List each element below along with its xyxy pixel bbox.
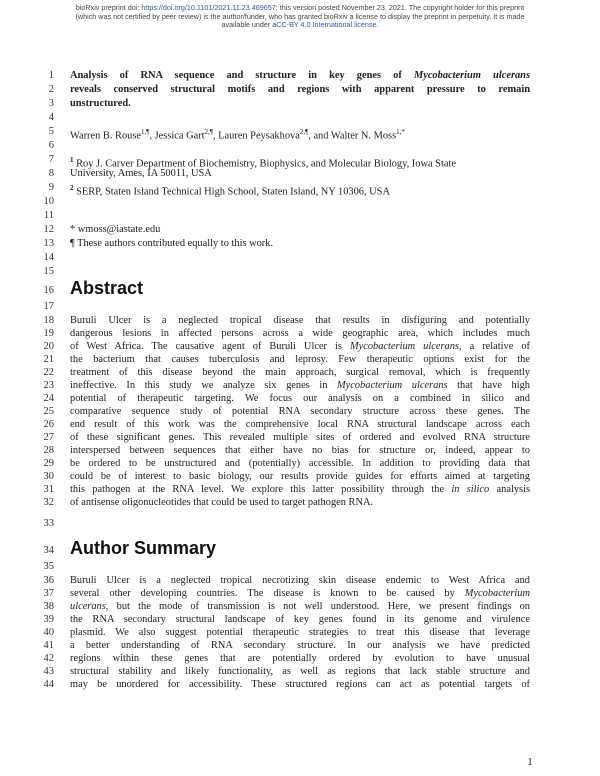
summary-text: a better understanding of RNA secondary structure. In our analysis we have predicted — [70, 640, 530, 651]
title-line-3: unstructured. — [70, 98, 131, 109]
line-number: 2 — [48, 84, 54, 95]
page-number: 1 — [527, 756, 533, 768]
species-name: Mycobacterium ulcerans — [413, 70, 531, 81]
abstract-text: this pathogen at the RNA level. We explore this latter possibility through the in silico analysis — [70, 484, 531, 495]
manuscript-line — [0, 315, 600, 327]
line-number: 5 — [48, 126, 54, 137]
manuscript-line — [0, 653, 600, 665]
manuscript-line — [0, 328, 600, 340]
line-number: 36 — [43, 575, 54, 586]
line-number: 31 — [43, 484, 54, 495]
abstract-heading: Abstract — [70, 278, 144, 298]
manuscript-line — [0, 419, 600, 431]
summary-text: may be unordered for accessibility. These structured regions can act as potential targets of — [70, 679, 530, 690]
species-name: Mycobacterium ulcerans — [349, 341, 459, 352]
manuscript-line — [0, 238, 600, 250]
banner-middle: ; this version posted November 23, 2021. The copyright holder for this preprint — [275, 3, 525, 12]
affiliation-2: $^2$ SERP, Staten Island Technical High School, Staten Island, NY 10306, USA — [70, 184, 390, 198]
line-number: 41 — [43, 640, 54, 651]
line-number: 8 — [48, 168, 54, 179]
abstract-text: Buruli Ulcer is a neglected tropical disease that results in disfiguring and potentially — [70, 315, 530, 326]
line-number: 7 — [48, 154, 54, 165]
line-number: 4 — [48, 112, 54, 123]
author-summary-heading: Author Summary — [70, 538, 217, 558]
line-number: 20 — [43, 341, 54, 352]
banner-line3-suffix: . — [376, 20, 379, 30]
doi-link[interactable]: https://doi.org/10.1101/2021.11.23.469657 — [141, 3, 276, 12]
manuscript-line — [0, 666, 600, 678]
title-line-2: reveals conserved structural motifs and regions with apparent pressure to remain — [70, 84, 530, 95]
manuscript-line — [0, 301, 600, 313]
summary-text: structural stability and likely functionality, as well as regions that lack stable structure and — [70, 666, 530, 677]
manuscript-line — [0, 679, 600, 691]
abstract-text: interspersed between sequences that either have no bias for structure or, indeed, appear to — [70, 445, 530, 456]
line-number: 38 — [43, 601, 54, 612]
line-number: 40 — [43, 627, 54, 638]
line-number: 6 — [48, 140, 54, 151]
abstract-text: comparative sequence study of potential RNA secondary structure across these genes. The — [70, 406, 530, 417]
manuscript-line — [0, 70, 600, 82]
manuscript-line — [0, 614, 600, 626]
summary-text: regions within these genes that are potentially ordered by evolution to have unusual — [70, 653, 530, 664]
manuscript-line — [0, 640, 600, 652]
line-number: 22 — [43, 367, 54, 378]
line-number: 33 — [43, 518, 54, 529]
abstract-text: be ordered to be unstructured and (potentially) accessible. In addition to providing data that — [70, 458, 530, 469]
manuscript-line — [0, 588, 600, 600]
manuscript-line — [0, 210, 600, 222]
line-number: 18 — [43, 315, 54, 326]
line-number: 14 — [43, 252, 54, 263]
summary-text: several other developing countries. The disease is known to be caused by Mycobacterium — [70, 588, 530, 599]
line-number: 27 — [43, 432, 54, 443]
species-name: Mycobacterium ulcerans — [336, 380, 448, 391]
abstract-text: treatment of this disease beyond the main approach, surgical removal, which is frequently — [70, 367, 530, 378]
line-number: 39 — [43, 614, 54, 625]
manuscript-line — [0, 561, 600, 573]
manuscript-line — [0, 406, 600, 418]
manuscript-line — [0, 380, 600, 392]
abstract-text: of antisense oligonucleotides that could be used to target pathogen RNA. — [70, 497, 374, 508]
manuscript-line — [0, 196, 600, 208]
manuscript-line — [0, 458, 600, 470]
line-number: 43 — [43, 666, 54, 677]
manuscript-line — [0, 182, 600, 198]
manuscript-line — [0, 367, 600, 379]
author-list: Warren B. Rouse$^{1,\P}$, Jessica Gart$^{2,\P}$, Lauren Peysakhova$^{2,\P}$, and Walter N. Moss$^{1,*}$ — [70, 128, 405, 142]
manuscript-line — [0, 627, 600, 639]
abstract-text: could be of interest to basic biology, our results provide guides for efforts aimed at targeting — [70, 471, 530, 482]
manuscript-line — [0, 354, 600, 366]
manuscript-line — [0, 84, 600, 96]
abstract-text: end result of this work was the comprehensive local RNA structural landscape across each — [70, 419, 530, 430]
manuscript-line — [0, 112, 600, 124]
line-number: 15 — [43, 266, 54, 277]
line-number: 42 — [43, 653, 54, 664]
banner-line-3 — [40, 21, 560, 30]
manuscript-line — [0, 98, 600, 110]
line-number: 9 — [48, 182, 54, 193]
manuscript-line — [0, 252, 600, 264]
line-number: 1 — [48, 70, 54, 81]
manuscript-line — [0, 432, 600, 444]
summary-text: Buruli Ulcer is a neglected tropical necrotizing skin disease endemic to West Africa and — [70, 575, 530, 586]
license-link[interactable]: CC-BY 4.0 International license — [276, 20, 377, 30]
italic-term: in silico — [451, 484, 490, 495]
line-number: 13 — [43, 238, 54, 249]
line-number: 37 — [43, 588, 54, 599]
summary-text: plasmid. We also suggest potential therapeutic strategies to treat this disease that leverage — [70, 627, 530, 638]
banner-prefix: bioRxiv preprint doi: — [75, 3, 142, 12]
manuscript-line — [0, 497, 600, 509]
manuscript-line — [0, 224, 600, 236]
abstract-text: of West Africa. The causative agent of Buruli Ulcer is Mycobacterium ulcerans, a relative of — [70, 341, 531, 352]
abstract-text: dangerous lesions in affected persons across a wide geographic area, which includes much — [70, 328, 530, 339]
line-number: 17 — [43, 301, 54, 312]
manuscript-line — [0, 154, 600, 170]
abstract-text: potential of therapeutic targeting. We focus our analysis on a combined in silico and — [70, 393, 530, 404]
line-number: 35 — [43, 561, 54, 572]
manuscript-line — [0, 575, 600, 587]
species-name: ulcerans — [70, 601, 106, 612]
line-number: 28 — [43, 445, 54, 456]
line-number: 12 — [43, 224, 54, 235]
affiliation-1-cont: University, Ames, IA 50011, USA — [70, 168, 212, 179]
manuscript-line — [0, 484, 600, 496]
line-number: 23 — [43, 380, 54, 391]
manuscript-line — [0, 601, 600, 613]
manuscript-line — [0, 393, 600, 405]
line-number: 11 — [43, 210, 54, 221]
line-number: 10 — [43, 196, 54, 207]
manuscript-line — [0, 445, 600, 457]
line-number: 16 — [43, 285, 54, 296]
abstract-text: ineffective. In this study we analyze six genes in Mycobacterium ulcerans that have high — [70, 380, 530, 391]
line-number: 24 — [43, 393, 54, 404]
line-number: 34 — [43, 545, 54, 556]
banner-line-2: (which was not certified by peer review) is the author/funder, who has granted bioRxiv a license to display the preprint in perpetuity. It is made — [75, 11, 525, 21]
manuscript-line — [0, 341, 600, 353]
equal-contribution-note: ¶ These authors contributed equally to this work. — [70, 238, 274, 249]
line-number: 21 — [43, 354, 54, 365]
summary-text: ulcerans, but the mode of transmission is not well understood. Here, we present findings on — [70, 601, 530, 612]
manuscript-line — [0, 266, 600, 278]
manuscript-line — [0, 471, 600, 483]
line-number: 32 — [43, 497, 54, 508]
title-line-1: Analysis of RNA sequence and structure in key genes of Mycobacterium ulcerans — [70, 70, 531, 81]
line-number: 29 — [43, 458, 54, 469]
abstract-text: the bacterium that causes tuberculosis and leprosy. Few therapeutic options exist for the — [70, 354, 530, 365]
line-number: 44 — [43, 679, 54, 690]
line-number: 25 — [43, 406, 54, 417]
corresponding-email: * wmoss@iastate.edu — [70, 224, 161, 235]
manuscript-line — [0, 140, 600, 152]
manuscript-line — [0, 168, 600, 180]
preprint-banner — [40, 4, 560, 30]
summary-text: the RNA secondary structural landscape of key genes found in its genome and virulence — [70, 614, 530, 625]
manuscript-line — [0, 518, 600, 530]
line-number: 19 — [43, 328, 54, 339]
abstract-text: of these significant genes. This revealed multiple sites of ordered and evolved RNA structure — [70, 432, 530, 443]
line-number: 30 — [43, 471, 54, 482]
line-number: 3 — [48, 98, 54, 109]
species-name: Mycobacterium — [464, 588, 530, 599]
line-number: 26 — [43, 419, 54, 430]
affiliation-1: $^1$ Roy J. Carver Department of Biochemistry, Biophysics, and Molecular Biology, Iowa State — [70, 156, 456, 170]
banner-line3-prefix: available under a — [221, 20, 277, 30]
manuscript-line — [0, 126, 600, 142]
